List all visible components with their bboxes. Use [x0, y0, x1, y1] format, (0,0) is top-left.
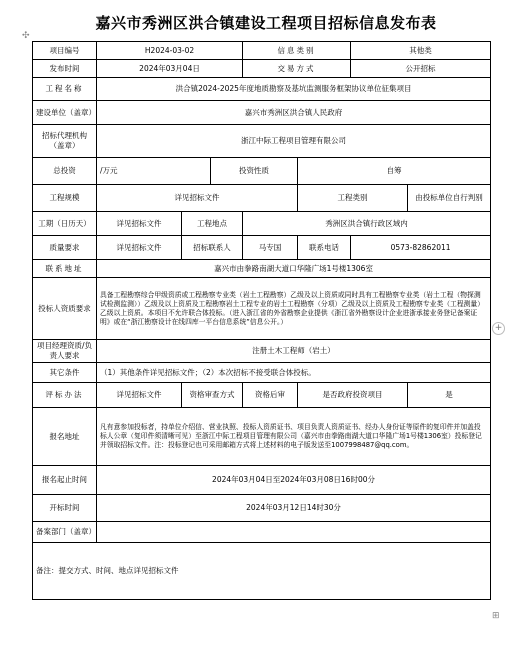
label-investment: 总投资	[33, 158, 97, 185]
value-contact-person: 马专国	[243, 236, 298, 260]
label-evaluation: 评标办法	[33, 383, 97, 408]
value-info-category: 其他类	[351, 42, 491, 60]
label-duration: 工期（日历天）	[33, 212, 97, 236]
row-address	[33, 260, 491, 278]
label-bidder-req: 投标人资质要求	[33, 278, 97, 340]
label-review-method: 资格审查方式	[182, 383, 243, 408]
row-scale	[33, 185, 491, 212]
page-title: 嘉兴市秀洲区洪合镇建设工程项目招标信息发布表	[95, 14, 437, 32]
row-evaluation	[33, 383, 491, 408]
row-registration	[33, 408, 491, 466]
label-trade-method: 交易方式	[243, 60, 351, 78]
value-duration: 详见招标文件	[97, 212, 182, 236]
label-builder: 建设单位（盖章）	[33, 101, 97, 125]
value-manager-req: 注册土木工程师（岩土）	[97, 340, 491, 363]
row-quality	[33, 236, 491, 260]
value-agency: 浙江中际工程项目管理有限公司	[97, 125, 491, 158]
value-contact-phone: 0573-82862011	[351, 236, 491, 260]
label-opening-time: 开标时间	[33, 495, 97, 522]
row-publish-time	[33, 60, 491, 78]
row-signup-period	[33, 466, 491, 495]
label-project-no: 项目编号	[33, 42, 97, 60]
value-invest-nature: 自筹	[298, 158, 491, 185]
label-scale: 工程规模	[33, 185, 97, 212]
label-publish-time: 发布时间	[33, 60, 97, 78]
label-registration: 报名地址	[33, 408, 97, 466]
value-registration: 凡有意参加投标者，持单位介绍信、营业执照、投标人资质证书、项目负责人资质证书、经办人身份证等原件的复印件并加盖投标人公章（复印件须清晰可见）至浙江中际工程项目管理有限公司（嘉兴市由拳路南湖大道口华隆广场1号楼1306室）投标登记并领取招标文件。注：投标登记也可采用邮箱方式将上述材料的电子版发送至1007998487@qq.com。	[97, 408, 491, 466]
value-quality: 详见招标文件	[97, 236, 182, 260]
tender-info-table	[32, 41, 491, 600]
value-evaluation: 详见招标文件	[97, 383, 182, 408]
row-investment	[33, 158, 491, 185]
label-manager-req: 项目经理资质/负责人要求	[33, 340, 97, 363]
value-filing-dept	[97, 522, 491, 543]
row-opening-time	[33, 495, 491, 522]
label-gov-invest: 是否政府投资项目	[298, 383, 408, 408]
value-project-no: H2024-03-02	[97, 42, 243, 60]
label-signup-period: 报名起止时间	[33, 466, 97, 495]
row-project-no	[33, 42, 491, 60]
value-project-category: 由投标单位自行判别	[408, 185, 491, 212]
row-remark	[33, 543, 491, 600]
value-review-method: 资格后审	[243, 383, 298, 408]
value-other: （1）其他条件详见招标文件；（2）本次招标不接受联合体投标。	[97, 363, 491, 383]
value-location: 秀洲区洪合镇行政区域内	[243, 212, 491, 236]
value-signup-period: 2024年03月04日至2024年03月08日16时00分	[97, 466, 491, 495]
label-quality: 质量要求	[33, 236, 97, 260]
resize-corner-icon[interactable]: ⊞	[492, 611, 500, 621]
label-address: 联系地址	[33, 260, 97, 278]
value-trade-method: 公开招标	[351, 60, 491, 78]
value-address: 嘉兴市由拳路南湖大道口华隆广场1号楼1306室	[97, 260, 491, 278]
value-publish-time: 2024年03月04日	[97, 60, 243, 78]
row-filing-dept	[33, 522, 491, 543]
label-contact-phone: 联系电话	[298, 236, 351, 260]
value-scale: 详见招标文件	[97, 185, 298, 212]
label-project-name: 工程名称	[33, 78, 97, 101]
value-gov-invest: 是	[408, 383, 491, 408]
label-location: 工程地点	[182, 212, 243, 236]
row-project-name	[33, 78, 491, 101]
value-project-name: 洪合镇2024-2025年度地质勘察及基坑监测服务框架协议单位征集项目	[97, 78, 491, 101]
row-other	[33, 363, 491, 383]
remark-text: 备注：提交方式、时间、地点详见招标文件	[33, 543, 491, 600]
label-invest-nature: 投资性质	[211, 158, 298, 185]
label-agency: 招标代理机构（盖章）	[33, 125, 97, 158]
row-manager-req	[33, 340, 491, 363]
value-bidder-req: 具备工程勘察综合甲级资质或工程勘察专业类（岩土工程勘察）乙级及以上资质或同时具有工程勘察专业类（岩土工程（物探测试检测监测））乙级及以上资质及工程勘察岩土工程专业的岩土工程勘察（分项）乙级及以上资质及工程勘察专业类（工程测量）乙级以上资质。本项目不允许联合体投标。（进入浙江省的外省勘察企业提供《浙江省外勘察设计企业进浙承接业务登记备案证明》或在“浙江勘察设计在线四库一平台信息系统”信息公开。）	[97, 278, 491, 340]
value-opening-time: 2024年03月12日14时30分	[97, 495, 491, 522]
row-builder	[33, 101, 491, 125]
label-contact-person: 招标联系人	[182, 236, 243, 260]
row-agency	[33, 125, 491, 158]
label-filing-dept: 备案部门（盖章）	[33, 522, 97, 543]
row-duration	[33, 212, 491, 236]
add-circle-icon[interactable]: +	[492, 322, 505, 335]
move-cross-icon[interactable]: ✣	[22, 31, 30, 41]
label-other: 其它条件	[33, 363, 97, 383]
label-project-category: 工程类别	[298, 185, 408, 212]
value-builder: 嘉兴市秀洲区洪合镇人民政府	[97, 101, 491, 125]
row-bidder-req	[33, 278, 491, 340]
label-info-category: 信息类别	[243, 42, 351, 60]
value-investment: /万元	[97, 158, 211, 185]
